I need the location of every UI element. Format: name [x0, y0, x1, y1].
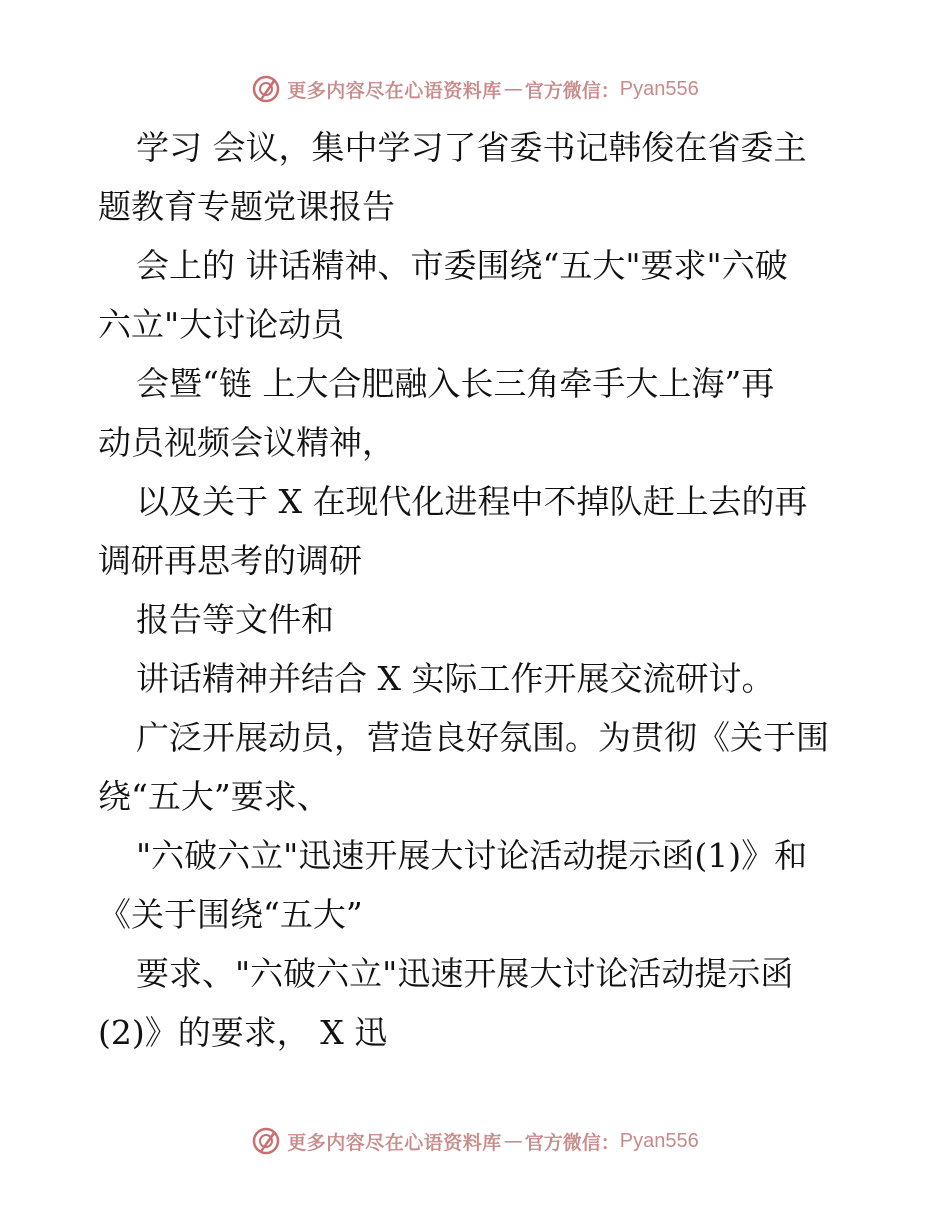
text-line: 题教育专题党课报告 [98, 187, 395, 226]
text-line: 广泛开展动员，营造良好氛围。为贯彻《关于围 [136, 718, 829, 757]
watermark-main-text: 更多内容尽在心语资料库 [287, 1131, 502, 1154]
text-line: 会暨“链 上大合肥融入长三角牵手大上海”再 [136, 364, 775, 403]
text-line: 讲话精神并结合 X 实际工作开展交流研讨。 [136, 659, 775, 698]
text-line: "六破六立"迅速开展大讨论活动提示函(1)》和 [136, 836, 808, 875]
document-body [98, 118, 858, 1062]
text-line: 《关于围绕“五大” [98, 895, 363, 934]
text-line: 报告等文件和 [136, 600, 334, 639]
watermark-wechat-id: Pyan556 [619, 77, 699, 100]
watermark-separator: — [503, 78, 523, 100]
text-line: 调研再思考的调研 [98, 541, 362, 580]
header-watermark [0, 72, 950, 106]
footer-watermark [0, 1124, 950, 1158]
text-line: 动员视频会议精神， [98, 423, 395, 462]
watermark-wechat-label: 官方微信： [524, 79, 620, 102]
watermark-main-text: 更多内容尽在心语资料库 [287, 79, 502, 102]
quill-logo-icon [251, 1126, 281, 1156]
text-line: 以及关于 X 在现代化进程中不掉队赶上去的再 [136, 482, 808, 521]
text-line: (2)》的要求， X 迅 [98, 1013, 388, 1052]
watermark-separator: — [503, 1130, 523, 1152]
text-line: 六立"大讨论动员 [98, 305, 345, 344]
text-line: 要求、"六破六立"迅速开展大讨论活动提示函 [136, 954, 794, 993]
text-line: 绕“五大”要求、 [98, 777, 330, 816]
watermark-wechat-label: 官方微信： [524, 1131, 620, 1154]
text-line: 会上的 讲话精神、市委围绕“五大"要求"六破 [136, 246, 788, 285]
watermark-wechat-id: Pyan556 [619, 1129, 699, 1152]
quill-logo-icon [251, 74, 281, 104]
text-line: 学习 会议，集中学习了省委书记韩俊在省委主 [136, 128, 807, 167]
